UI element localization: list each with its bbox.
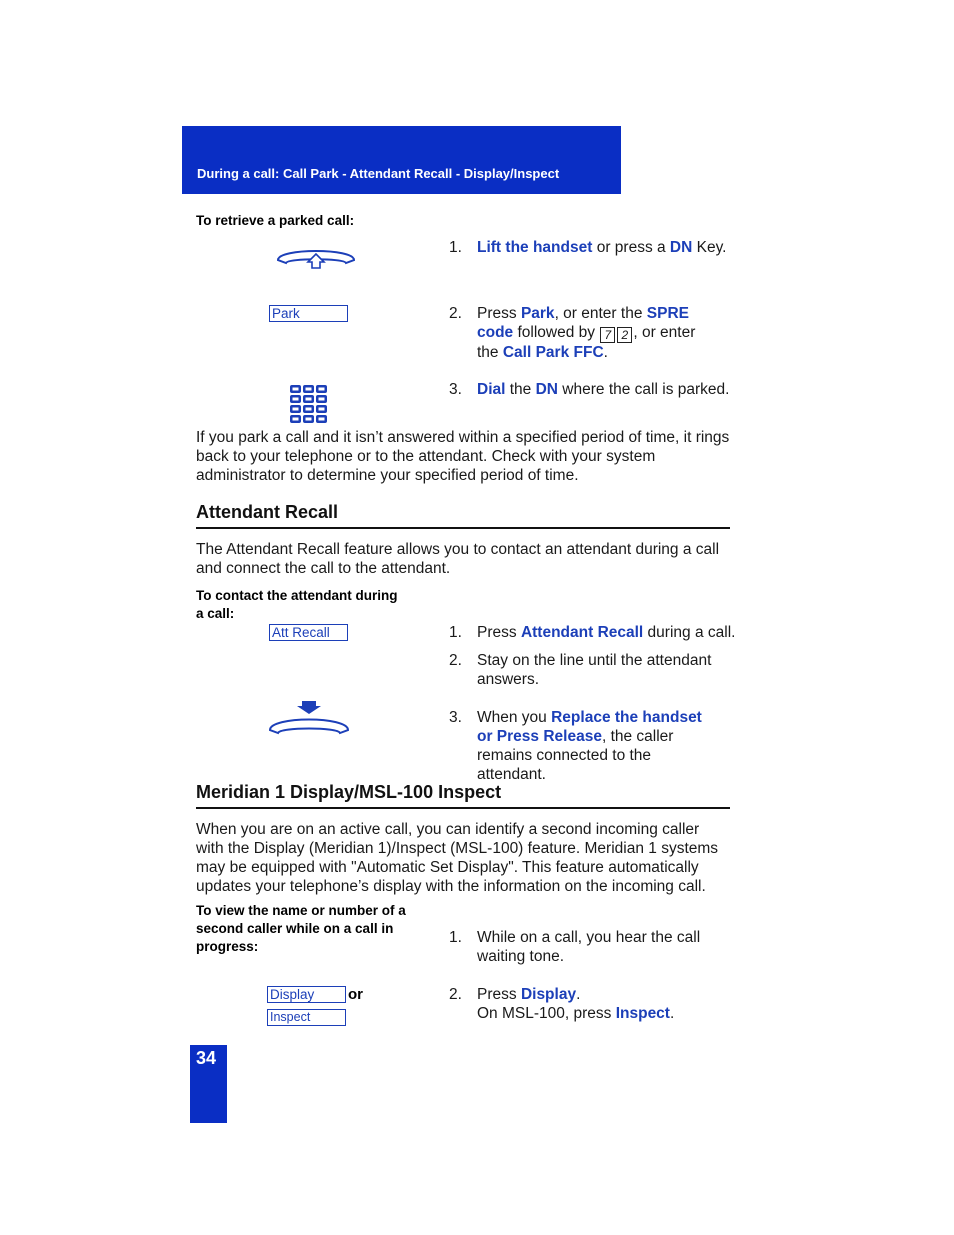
keyword: SPRE code [477, 305, 689, 341]
dialpad-key-face [319, 418, 325, 421]
dialpad-key-face [306, 398, 312, 401]
header-title: During a call: Call Park - Attendant Recall - Display/Inspect [197, 166, 560, 181]
dialpad-key-face [319, 398, 325, 401]
step-fragment: . [669, 1005, 675, 1022]
keyword: Replace the handset or Press Release [477, 709, 702, 745]
step-fragment: On MSL-100, press [477, 1005, 616, 1022]
display-inspect-title: Meridian 1 Display/MSL-100 Inspect [196, 782, 502, 802]
park-key[interactable]: Park [269, 305, 348, 322]
digit-key: 2 [617, 327, 632, 343]
page-number-tab [190, 1045, 227, 1123]
step-text [477, 304, 717, 362]
step-fragment: where the call is parked. [558, 381, 730, 398]
step-fragment: during a call. [643, 624, 736, 641]
step-fragment: . [576, 986, 581, 1003]
step-text [477, 651, 712, 689]
attendant-step-3: 3. When you Replace the handset or Press Release, the caller remains connected to the attendant. [449, 708, 749, 768]
section-rule [196, 807, 730, 809]
step-text [477, 928, 712, 966]
step-text [477, 238, 737, 257]
attendant-subheading: To contact the attendant during a call: [196, 588, 398, 621]
step-fragment: When you [477, 709, 552, 726]
keyword: DN [669, 239, 693, 256]
step-fragment: Press [477, 305, 521, 322]
dialpad-key-face [293, 408, 299, 411]
retrieve-step-2: 2. Press Park, or enter the SPRE code followed by 7 2 , or enter the Call Park FFC. [449, 304, 749, 364]
step-fragment: the [505, 381, 536, 398]
step-text [477, 708, 712, 784]
dialpad-icon [289, 384, 329, 424]
dialpad-key-face [319, 408, 325, 411]
step-fragment: . [603, 344, 608, 361]
attendant-intro: The Attendant Recall feature allows you to contact an attendant during a call and connect the call to the attendant. [196, 541, 720, 577]
display-subheading: To view the name or number of a second caller while on a call in progress: [196, 903, 406, 954]
attendant-step-2: 2. Stay on the line until the attendant answers. [449, 652, 712, 688]
step-text [477, 623, 737, 642]
step-fragment: While on a call, you hear the call waiting tone. [477, 929, 701, 965]
display-step-1: 1. While on a call, you hear the call waiting tone. [449, 928, 749, 968]
keyword: DN [535, 381, 558, 398]
step-fragment: followed by [513, 324, 600, 341]
step-text [477, 985, 737, 1023]
retrieve-step-3: 3. Dial the DN where the call is parked. [449, 380, 749, 400]
keyword: Display [520, 986, 577, 1003]
display-key[interactable]: Display [267, 986, 346, 1003]
keyword: Dial [477, 381, 506, 398]
step-fragment: Press [477, 624, 521, 641]
step-fragment: , or enter the [477, 324, 696, 361]
page-number: 34 [196, 1048, 217, 1068]
step-fragment: Key. [692, 239, 727, 256]
or-label: or [348, 986, 363, 1003]
display-step-2: 2. Press Display. On MSL-100, press Inspect. [449, 985, 749, 1025]
inspect-key[interactable]: Inspect [267, 1009, 346, 1026]
dialpad-key-face [306, 418, 312, 421]
dialpad-key-face [293, 418, 299, 421]
keyword: Attendant Recall [520, 624, 644, 641]
attendant-step-1: 1. Press Attendant Recall during a call. [449, 624, 736, 641]
header-bar [182, 126, 621, 194]
step-fragment: or press a [592, 239, 670, 256]
section-rule [196, 527, 730, 529]
keyword: Park [520, 305, 555, 322]
digit-key: 7 [600, 327, 615, 343]
step-text [477, 380, 737, 399]
step-fragment: Stay on the line until the attendant answers. [477, 652, 712, 688]
handset-lift-icon [274, 242, 358, 270]
keyword: Inspect [615, 1005, 670, 1022]
dialpad-key-face [319, 388, 325, 391]
att-recall-key[interactable]: Att Recall [269, 624, 348, 641]
dialpad-key-face [293, 388, 299, 391]
step-fragment: , the caller remains connected to the attendant. [477, 728, 674, 783]
step-fragment: Press [477, 986, 521, 1003]
keyword: Lift the handset [477, 239, 593, 256]
dialpad-key-face [306, 408, 312, 411]
handset-replace-icon [266, 700, 352, 738]
dialpad-key-face [306, 388, 312, 391]
retrieve-step-1: 1. Lift the handset or press a DN Key. [449, 238, 749, 258]
dialpad-key-face [293, 398, 299, 401]
attendant-recall-title: Attendant Recall [196, 502, 339, 522]
step-fragment: , or enter the [554, 305, 647, 322]
park-note: If you park a call and it isn’t answered within a specified period of time, it rings back to your telephone or to the attendant. Check with your system administrator to determine your specified period of time. [196, 429, 730, 484]
display-intro: When you are on an active call, you can identify a second incoming caller with the Display (Meridian 1)/Inspect (MSL-100) feature. Meridian 1 systems may be equipped with "Automatic Set Display". This feature automatically updates your telephone’s display with the information on the incoming call. [196, 821, 719, 895]
keyword: Call Park FFC [502, 344, 604, 361]
retrieve-subheading: To retrieve a parked call: [196, 213, 355, 228]
